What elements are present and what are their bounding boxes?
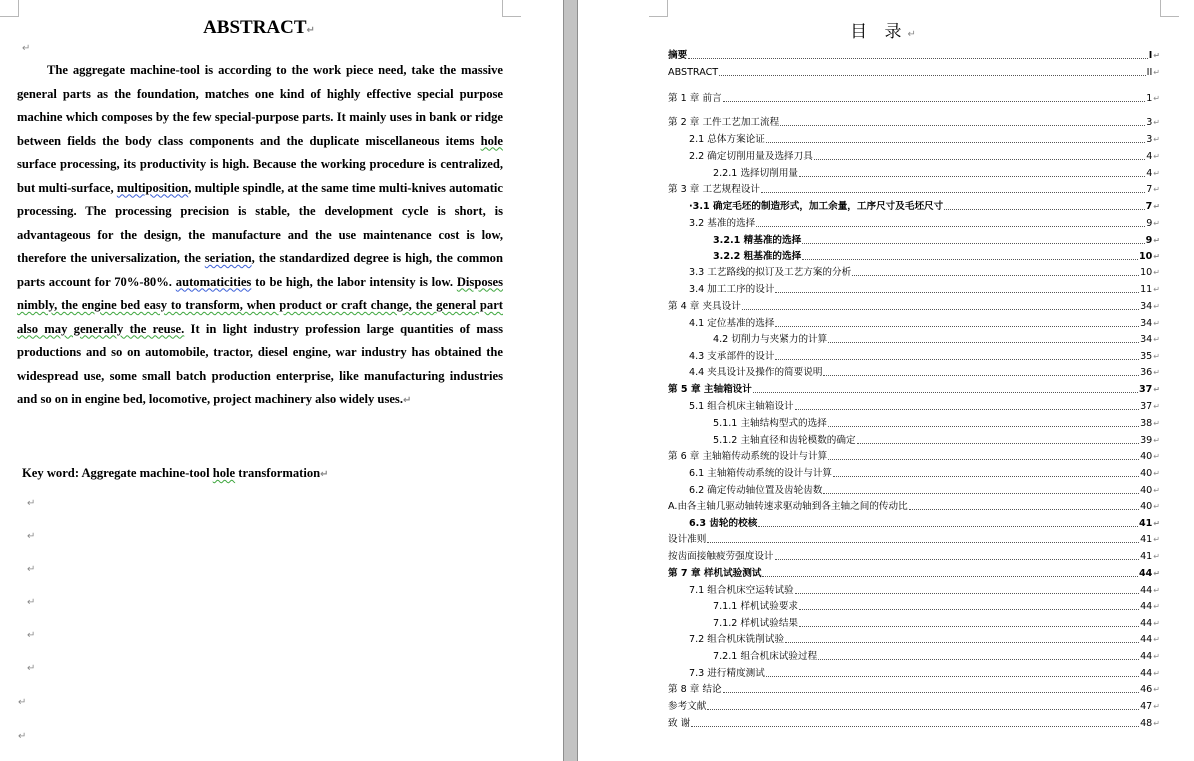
paragraph-mark: ↵ — [1153, 452, 1160, 461]
toc-entry-title: 6.2 确定传动轴位置及齿轮齿数 — [689, 485, 823, 496]
toc-entry[interactable] — [689, 264, 1160, 279]
toc-entry[interactable] — [689, 515, 1160, 530]
crop-mark-top-right — [502, 0, 521, 17]
toc-entry[interactable] — [668, 448, 1160, 463]
toc-page-number: 3 — [1146, 117, 1153, 128]
toc-dot-leader — [785, 641, 1139, 643]
toc-dot-leader — [802, 258, 1138, 260]
toc-page-number: 9 — [1145, 235, 1153, 246]
toc-entry[interactable] — [689, 582, 1160, 597]
toc-dot-leader — [761, 191, 1145, 193]
toc-entry[interactable] — [689, 315, 1160, 330]
paragraph-mark: ↵ — [27, 663, 36, 674]
toc-entry[interactable] — [689, 281, 1160, 296]
toc-entry-title: 7.2.1 组合机床试验过程 — [713, 651, 818, 662]
toc-page-number: II — [1146, 67, 1153, 78]
paragraph-mark: ↵ — [1153, 236, 1160, 245]
toc-entry[interactable] — [689, 131, 1160, 146]
toc-entry-title: 第 8 章 结论 — [668, 684, 722, 695]
paragraph-mark: ↵ — [1153, 285, 1160, 294]
paragraph-mark: ↵ — [1153, 436, 1160, 445]
toc-entry[interactable] — [668, 681, 1160, 696]
toc-entry[interactable] — [668, 531, 1160, 546]
crop-mark-top-right — [1160, 0, 1179, 17]
toc-dot-leader — [795, 592, 1139, 594]
toc-page-number: 10 — [1140, 267, 1153, 278]
toc-entry-title: 2.2 确定切削用量及选择刀具 — [689, 151, 813, 162]
toc-entry[interactable] — [668, 47, 1160, 62]
toc-dot-leader — [802, 242, 1144, 244]
toc-page-number: 40 — [1140, 501, 1153, 512]
paragraph-mark: ↵ — [1153, 169, 1160, 178]
toc-page-number: 41 — [1140, 534, 1153, 545]
abstract-text-run: seriation — [204, 251, 252, 265]
toc-dot-leader — [823, 374, 1139, 376]
toc-entry[interactable] — [668, 64, 1160, 79]
paragraph-mark: ↵ — [27, 531, 36, 542]
toc-dot-leader — [719, 74, 1145, 76]
toc-page-number: 44 — [1138, 568, 1153, 579]
paragraph-mark: ↵ — [1153, 152, 1160, 161]
toc-dot-leader — [799, 175, 1145, 177]
toc-entry-title: 摘要 — [668, 50, 688, 61]
toc-entry-title: 5.1.1 主轴结构型式的选择 — [713, 418, 827, 429]
toc-entry-title: 3.3 工艺路线的拟订及工艺方案的分析 — [689, 267, 852, 278]
toc-entry-title: 6.3 齿轮的校核 — [689, 518, 758, 529]
toc-entry-title: 第 7 章 样机试验测试 — [668, 568, 762, 579]
toc-dot-leader — [753, 391, 1138, 393]
toc-dot-leader — [756, 225, 1145, 227]
toc-entry-title: 5.1 组合机床主轴箱设计 — [689, 401, 794, 412]
toc-entry-title: 按齿面接触疲劳强度设计 — [668, 551, 774, 562]
crop-mark-top-left — [0, 0, 19, 17]
toc-page-number: 36 — [1140, 367, 1153, 378]
paragraph-mark: ↵ — [1153, 268, 1160, 277]
paragraph-mark: ↵ — [1153, 535, 1160, 544]
toc-entry-title: 7.2 组合机床铣削试验 — [689, 634, 785, 645]
paragraph-mark: ↵ — [1153, 586, 1160, 595]
paragraph-mark: ↵ — [1153, 385, 1160, 394]
paragraph-mark: ↵ — [1153, 552, 1160, 561]
toc-page-number: 37 — [1138, 384, 1153, 395]
toc-entry[interactable] — [689, 665, 1160, 680]
toc-entry[interactable] — [668, 498, 1160, 513]
toc-dot-leader — [775, 558, 1140, 560]
toc-entry-title: 4.2 切削力与夹紧力的计算 — [713, 334, 828, 345]
paragraph-mark: ↵ — [1153, 94, 1160, 103]
abstract-title: ABSTRACT↵ — [203, 17, 315, 38]
toc-entry-title: 第 4 章 夹具设计 — [668, 301, 741, 312]
toc-entry[interactable] — [713, 415, 1160, 430]
paragraph-mark: ↵ — [1153, 502, 1160, 511]
paragraph-mark: ↵ — [1153, 402, 1160, 411]
keyword-text-run: hole — [212, 466, 236, 480]
paragraph-mark: ↵ — [1153, 719, 1160, 728]
paragraph-mark: ↵ — [27, 630, 36, 641]
toc-entry[interactable] — [713, 232, 1160, 247]
toc-dot-leader — [818, 658, 1139, 660]
paragraph-mark: ↵ — [1153, 185, 1160, 194]
toc-entry-title: 7.1.1 样机试验要求 — [713, 601, 799, 612]
toc-page-number: 44 — [1140, 618, 1153, 629]
toc-entry[interactable] — [713, 615, 1160, 630]
paragraph-mark: ↵ — [1153, 486, 1160, 495]
toc-entry[interactable] — [689, 348, 1160, 363]
toc-entry[interactable] — [713, 648, 1160, 663]
abstract-text-run: to be high, the labor intensity is low. — [251, 274, 457, 289]
paragraph-mark: ↵ — [1153, 252, 1160, 261]
paragraph-mark: ↵ — [1153, 702, 1160, 711]
toc-entry-title: A.由各主轴几驱动轴转速求驱动轴到各主轴之间的传动比 — [668, 501, 908, 512]
toc-dot-leader — [766, 675, 1139, 677]
toc-entry-title: 7.1 组合机床空运转试验 — [689, 585, 794, 596]
toc-dot-leader — [799, 625, 1139, 627]
toc-dot-leader — [742, 308, 1139, 310]
toc-page-number: 3 — [1146, 134, 1153, 145]
toc-dot-leader — [723, 100, 1146, 102]
toc-entry[interactable] — [668, 114, 1160, 129]
toc-entry-title: 3.2.1 精基准的选择 — [713, 235, 802, 246]
paragraph-mark: ↵ — [1153, 352, 1160, 361]
toc-page-number: 41 — [1138, 518, 1153, 529]
toc-dot-leader — [691, 725, 1139, 727]
toc-page-number: 44 — [1140, 634, 1153, 645]
toc-page-number: 48 — [1140, 718, 1153, 729]
toc-page-number: 34 — [1140, 334, 1153, 345]
paragraph-mark: ↵ — [18, 731, 27, 742]
paragraph-mark: ↵ — [1153, 202, 1160, 211]
keyword-text-run: transformation — [235, 466, 321, 480]
toc-entry-title: 5.1.2 主轴直径和齿轮模数的确定 — [713, 435, 856, 446]
keyword-text-run: Key word: Aggregate machine-tool — [22, 466, 213, 480]
toc-entry-title: 第 2 章 工件工艺加工流程 — [668, 117, 780, 128]
abstract-text-run: hole — [480, 133, 503, 148]
toc-dot-leader — [795, 408, 1139, 410]
paragraph-mark: ↵ — [320, 469, 329, 480]
toc-entry-title: 2.1 总体方案论证 — [689, 134, 765, 145]
paragraph-mark: ↵ — [18, 697, 27, 708]
toc-entry[interactable] — [689, 364, 1160, 379]
toc-entry[interactable] — [689, 465, 1160, 480]
toc-dot-leader — [775, 291, 1139, 293]
toc-entry-title: 第 1 章 前言 — [668, 93, 722, 104]
toc-entry[interactable] — [713, 248, 1160, 263]
toc-entry[interactable] — [713, 432, 1160, 447]
toc-page-number: 47 — [1140, 701, 1153, 712]
toc-entry[interactable] — [668, 181, 1160, 196]
toc-entry-title: 7.1.2 样机试验结果 — [713, 618, 799, 629]
abstract-text-run: , multiple spindle, at the same time multi-knives automatic processing. The processing precision is stable, the development cycle is short, is advantageous for the design, the manufacture and the use maintenance cost is low, therefore the universalization, the — [17, 180, 503, 265]
toc-dot-leader — [723, 691, 1139, 693]
toc-page-number: 44 — [1140, 585, 1153, 596]
toc-entry[interactable] — [689, 198, 1160, 213]
toc-entry[interactable] — [713, 331, 1160, 346]
toc-dot-leader — [833, 475, 1139, 477]
paragraph-mark: ↵ — [1153, 319, 1160, 328]
toc-entry-title: 6.1 主轴箱传动系统的设计与计算 — [689, 468, 833, 479]
toc-page-number: 7 — [1145, 201, 1153, 212]
toc-dot-leader — [828, 341, 1139, 343]
toc-entry-title: 3.2.2 粗基准的选择 — [713, 251, 802, 262]
paragraph-mark: ↵ — [27, 498, 36, 509]
toc-dot-leader — [775, 358, 1139, 360]
toc-dot-leader — [828, 458, 1139, 460]
toc-page-number: 7 — [1146, 184, 1153, 195]
toc-page-number: 34 — [1140, 301, 1153, 312]
paragraph-mark: ↵ — [1153, 519, 1160, 528]
toc-title: 目 录↵ — [850, 22, 922, 42]
toc-entry[interactable] — [668, 90, 1160, 105]
toc-dot-leader — [775, 325, 1139, 327]
toc-entry-title: 4.4 夹具设计及操作的简要说明 — [689, 367, 823, 378]
toc-page-number: I — [1148, 50, 1153, 61]
abstract-text-run: multiposition — [116, 180, 189, 195]
toc-entry[interactable] — [668, 698, 1160, 713]
paragraph-mark: ↵ — [22, 43, 31, 54]
toc-entry[interactable] — [689, 482, 1160, 497]
toc-dot-leader — [766, 141, 1145, 143]
toc-dot-leader — [758, 525, 1138, 527]
toc-page-number: 37 — [1140, 401, 1153, 412]
toc-entry[interactable] — [713, 598, 1160, 613]
keyword-line — [22, 466, 329, 481]
paragraph-mark: ↵ — [1153, 135, 1160, 144]
abstract-page — [0, 0, 563, 761]
toc-dot-leader — [814, 158, 1145, 160]
toc-dot-leader — [780, 124, 1145, 126]
abstract-text-run: It in light industry profession large quantities of mass productions and so on automobile, tractor, diesel engine, war industry has obtained the widespread use, some small batch production enterprise, like manufacturing industries and so on in engine bed, locomotive, project machinery also widely uses. — [17, 321, 503, 406]
toc-page-number: 9 — [1146, 218, 1153, 229]
toc-page-number: 35 — [1140, 351, 1153, 362]
paragraph-mark: ↵ — [1153, 68, 1160, 77]
toc-entry-title: 第 6 章 主轴箱传动系统的设计与计算 — [668, 451, 828, 462]
toc-entry-title: 第 5 章 主轴箱设计 — [668, 384, 752, 395]
toc-entry-title: 7.3 进行精度测试 — [689, 668, 765, 679]
paragraph-mark: ↵ — [1153, 602, 1160, 611]
toc-dot-leader — [852, 274, 1139, 276]
toc-dot-leader — [828, 425, 1139, 427]
toc-page-number: 40 — [1140, 451, 1153, 462]
paragraph-mark: ↵ — [1153, 685, 1160, 694]
abstract-text-run: automaticities — [175, 274, 252, 289]
toc-entry[interactable] — [689, 398, 1160, 413]
toc-entry-title: 2.2.1 选择切削用量 — [713, 168, 799, 179]
paragraph-mark: ↵ — [27, 597, 36, 608]
toc-entry[interactable] — [689, 148, 1160, 163]
toc-entry-title: 3.4 加工工序的设计 — [689, 284, 775, 295]
toc-entry-title: 4.1 定位基准的选择 — [689, 318, 775, 329]
paragraph-mark: ↵ — [1153, 419, 1160, 428]
toc-page-number: 39 — [1140, 435, 1153, 446]
toc-dot-leader — [909, 508, 1139, 510]
toc-entry-title: 致 谢 — [668, 718, 691, 729]
paragraph-mark: ↵ — [1153, 669, 1160, 678]
toc-dot-leader — [762, 575, 1137, 577]
toc-page-number: 4 — [1146, 168, 1153, 179]
crop-mark-top-left — [649, 0, 668, 17]
toc-entry[interactable] — [668, 715, 1160, 730]
abstract-body — [17, 59, 503, 413]
toc-page — [578, 0, 1194, 761]
abstract-text-run: surface processing, its productivity is high. Because the working procedure is centralized, but multi-surface, — [17, 157, 503, 195]
toc-page-number: 44 — [1140, 668, 1153, 679]
toc-entry-title: ·3.1 确定毛坯的制造形式，加工余量，工序尺寸及毛坯尺寸 — [689, 201, 944, 212]
paragraph-mark: ↵ — [1153, 335, 1160, 344]
toc-entry[interactable] — [689, 215, 1160, 230]
toc-page-number: 38 — [1140, 418, 1153, 429]
toc-dot-leader — [688, 57, 1148, 59]
toc-entry[interactable] — [668, 565, 1160, 580]
toc-dot-leader — [707, 708, 1139, 710]
paragraph-mark: ↵ — [1153, 302, 1160, 311]
toc-page-number: 41 — [1140, 551, 1153, 562]
toc-entry-title: 第 3 章 工艺规程设计 — [668, 184, 761, 195]
toc-page-number: 40 — [1140, 468, 1153, 479]
page-gutter — [563, 0, 578, 761]
toc-dot-leader — [823, 492, 1139, 494]
toc-entry[interactable] — [668, 548, 1160, 563]
toc-dot-leader — [707, 541, 1139, 543]
toc-page-number: 44 — [1140, 651, 1153, 662]
abstract-text-run: , the standardized degree is high, the common parts account for 70%-80%. — [17, 251, 503, 289]
toc-entry[interactable] — [668, 298, 1160, 313]
toc-page-number: 34 — [1140, 318, 1153, 329]
toc-entry-title: 3.2 基准的选择 — [689, 218, 756, 229]
toc-entry-title: 参考文献 — [668, 701, 707, 712]
toc-entry[interactable] — [668, 381, 1160, 396]
toc-entry-title: 设计准则 — [668, 534, 707, 545]
paragraph-mark: ↵ — [1153, 219, 1160, 228]
paragraph-mark: ↵ — [1153, 635, 1160, 644]
paragraph-mark: ↵ — [402, 395, 412, 406]
toc-dot-leader — [857, 442, 1139, 444]
toc-entry[interactable] — [689, 631, 1160, 646]
abstract-text-run: The aggregate machine-tool is according to the work piece need, take the massive general parts as the foundation, matches one kind of highly effective special purpose machine which composes by the few special-purpose parts. It mainly uses in bank or ridge between fields the body class components and the duplicate miscellaneous items — [17, 63, 503, 148]
toc-page-number: 1 — [1146, 93, 1153, 104]
toc-page-number: 10 — [1138, 251, 1153, 262]
toc-entry-title: 4.3 支承部件的设计 — [689, 351, 775, 362]
toc-page-number: 40 — [1140, 485, 1153, 496]
toc-page-number: 11 — [1140, 284, 1153, 295]
paragraph-mark: ↵ — [1153, 652, 1160, 661]
toc-dot-leader — [799, 608, 1139, 610]
paragraph-mark: ↵ — [1153, 469, 1160, 478]
toc-page-number: 46 — [1140, 684, 1153, 695]
paragraph-mark: ↵ — [1153, 619, 1160, 628]
toc-entry[interactable] — [713, 165, 1160, 180]
toc-page-number: 44 — [1140, 601, 1153, 612]
toc-dot-leader — [944, 208, 1144, 210]
paragraph-mark: ↵ — [1153, 118, 1160, 127]
toc-entry-title: ABSTRACT — [668, 67, 719, 78]
abstract-text-run: Disposes nimbly, the engine bed easy to transform, when product or craft change, the general part also may generally the reuse. — [17, 274, 504, 336]
paragraph-mark: ↵ — [27, 564, 36, 575]
paragraph-mark: ↵ — [1153, 569, 1160, 578]
toc-page-number: 4 — [1146, 151, 1153, 162]
paragraph-mark: ↵ — [1153, 368, 1160, 377]
paragraph-mark: ↵ — [1153, 51, 1160, 60]
